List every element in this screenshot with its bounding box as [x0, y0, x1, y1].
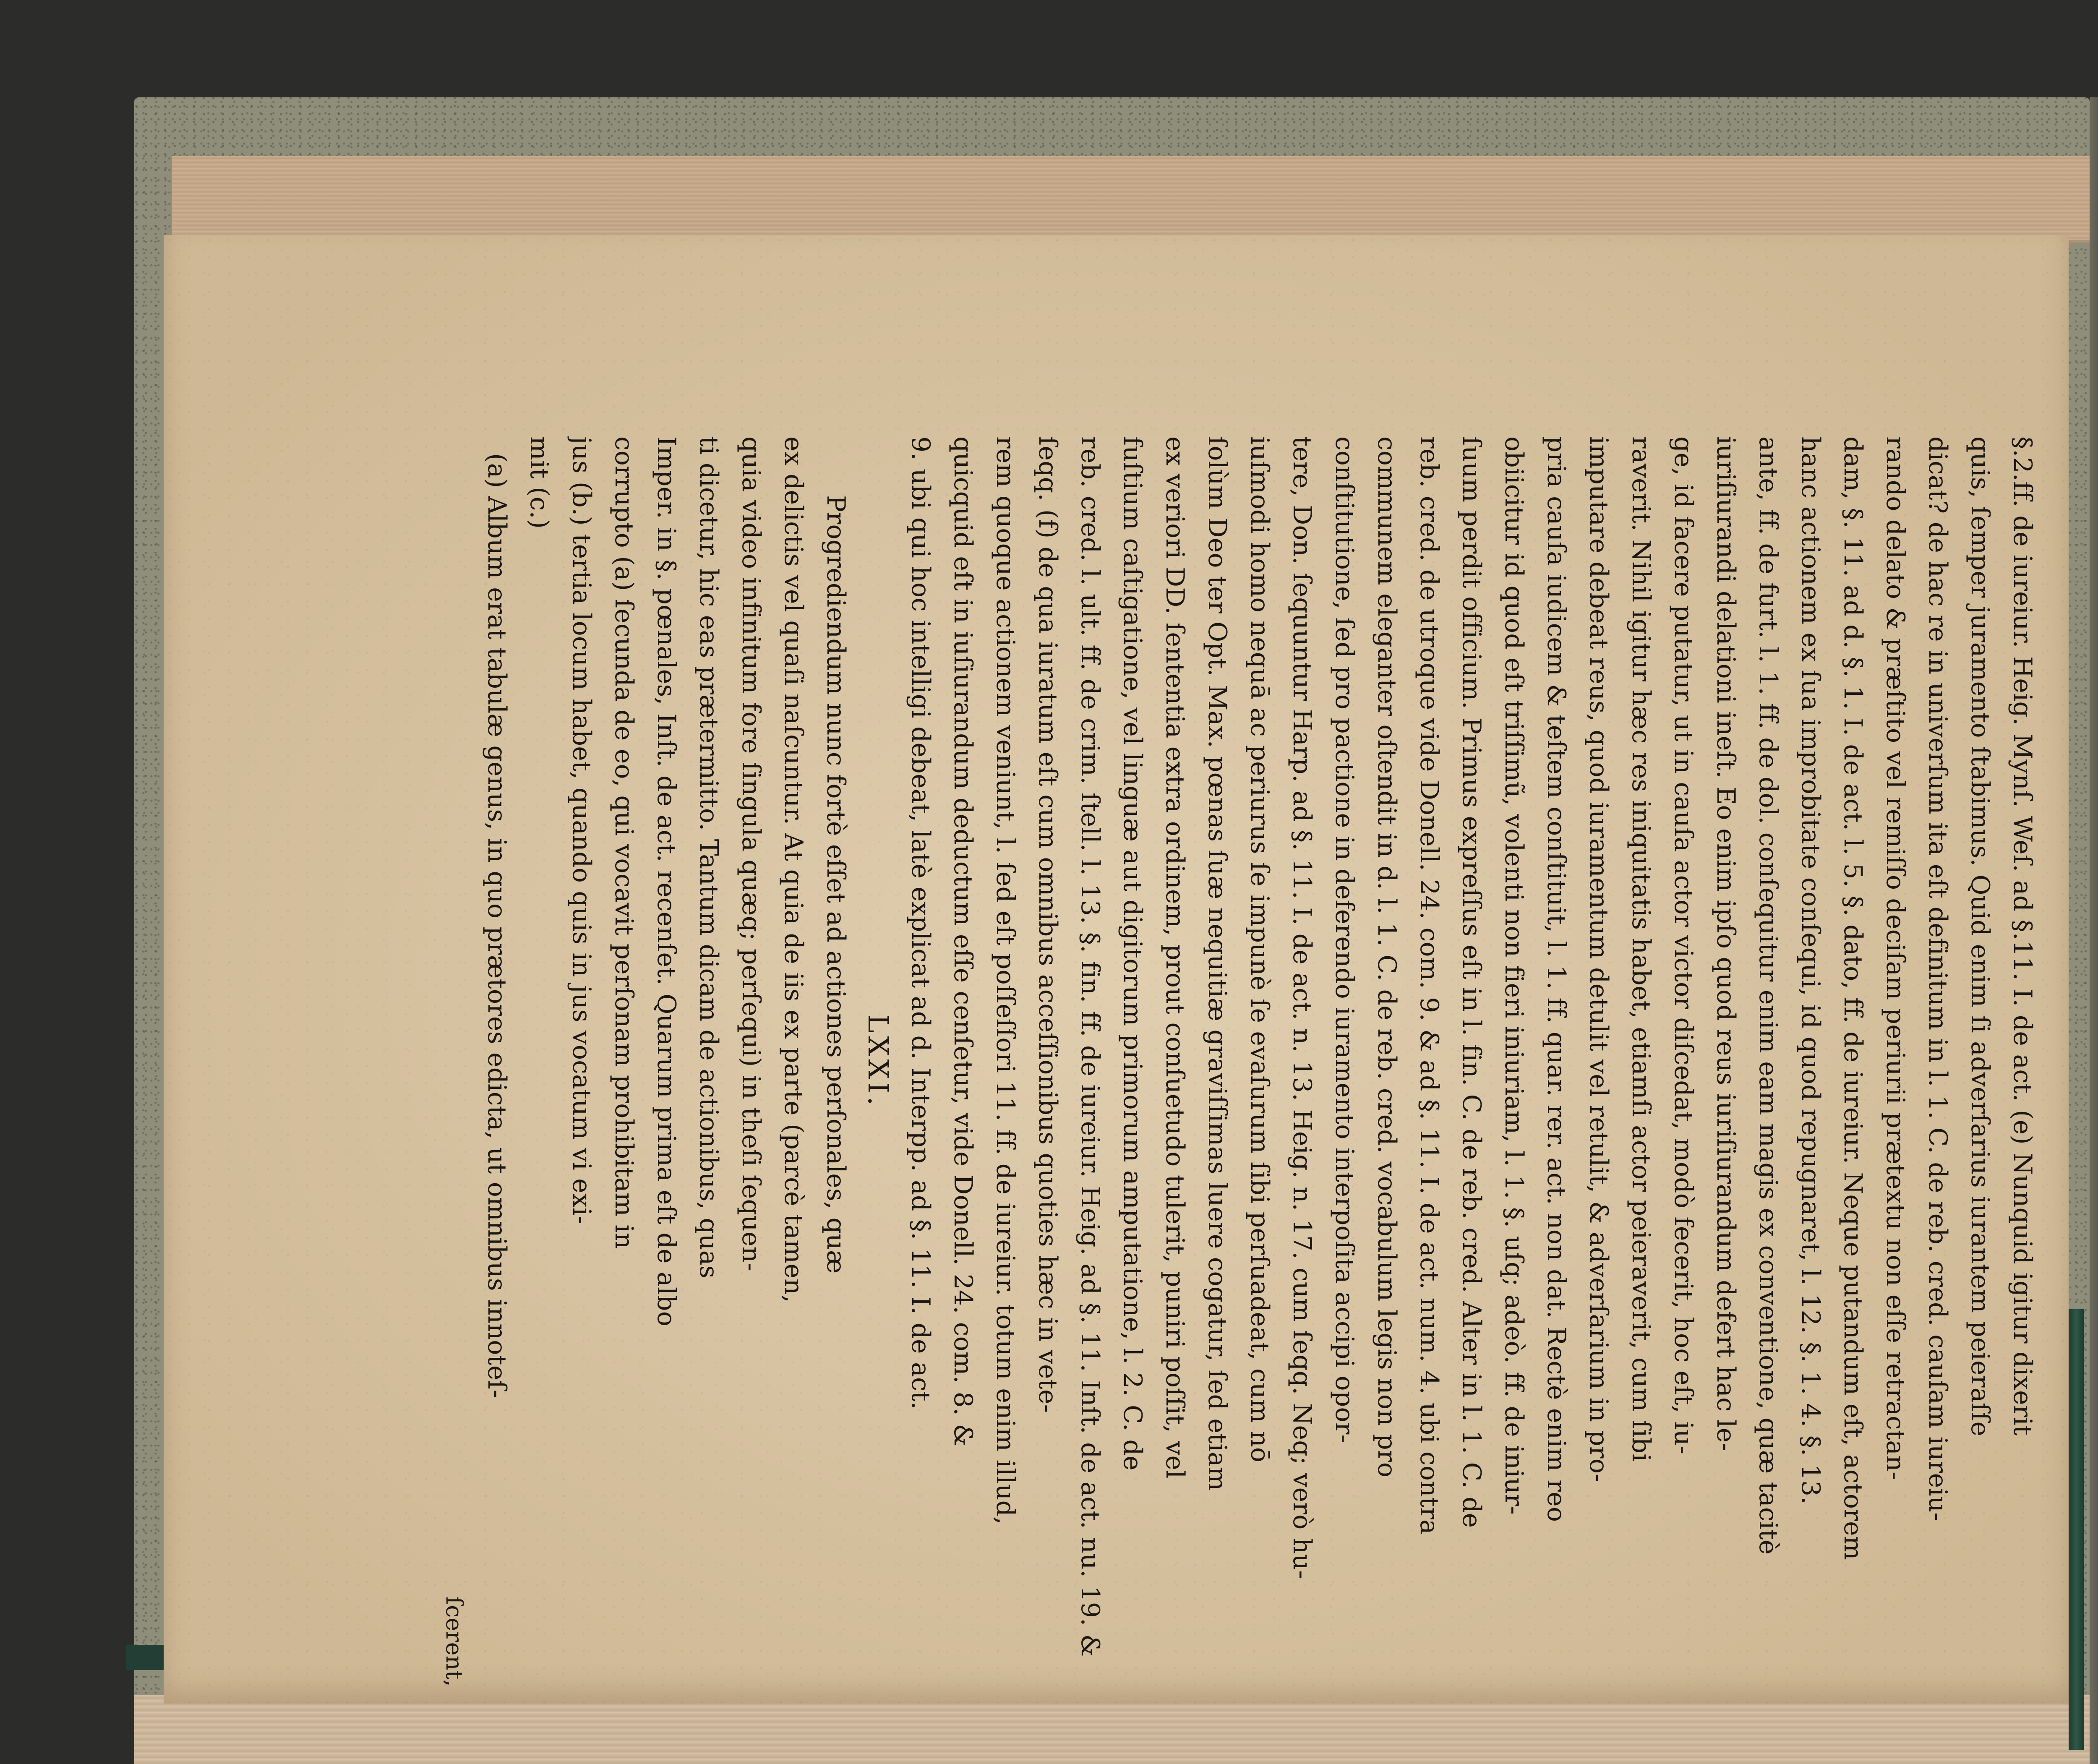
text-line: jus (b.) tertia locum habet, quando quis in jus vocatum vi exi-	[567, 436, 596, 1224]
paragraph-continued	[899, 436, 2043, 1687]
text-line: hanc actionem ex ſua improbitate conſequi, id quod repugnaret, l. 12. §. 1. 4. §. 13.	[1796, 436, 1825, 1505]
text-line: ſeqq. (f) de qua iuratum eſt cum omnibus acceſſionibus quoties hæc in vete-	[1033, 436, 1062, 1413]
text-line: ſuum perdit officium. Primus expreſſus eſt in l. fin. C. de reb. cred. Alter in l. 1. C. de	[1457, 436, 1486, 1528]
text-line: ge, id facere putatur, ut in cauſa actor victor diſcedat, modò fecerit, hoc eſt, iu-	[1669, 436, 1698, 1455]
text-line: corrupto (a) ſecunda de eo, qui vocavit perſonam prohibitam in	[609, 436, 639, 1249]
book-spine-edge	[2090, 97, 2098, 1764]
page-gutter-strip	[134, 1695, 2090, 1764]
text-line: rem quoque actionem veniunt, l. ſed eſt poſſeſſori 11. ff. de iureiur. totum enim illud,	[991, 436, 1020, 1525]
bookmark-ribbon	[2069, 1309, 2084, 1750]
text-line: rando delato & præſtito vel remiſſo deciſam periurii prætextu non eſſe retractan-	[1881, 436, 1910, 1480]
text-line: Imper. in §. pœnales, Inſt. de act. recenſet. Quarum prima eſt de albo	[652, 436, 681, 1327]
paragraph-new-section	[518, 436, 857, 1687]
text-line: dicat? de hac re in univerſum ita eſt definitum in l. 1. C. de reb. cred. cauſam iureiu-	[1923, 436, 1952, 1521]
text-line: dam, §. 11. ad d. §. 1. I. de act. l. 5. §. dato, ff. de iureiur. Neque putandum eſt, actorem	[1838, 436, 1868, 1560]
text-line: tere, Don. ſequuntur Harp. ad §. 11. I. de act. n. 13. Heig. n. 17. cum ſeqq. Neq; verò hu-	[1287, 436, 1317, 1579]
text-line: 9. ubi qui hoc intelligi debeat, latè explicat ad d. Interpp. ad §. 11. I. de act.	[906, 436, 935, 1410]
text-line: reb. cred. l. ult. ff. de crim. ſtell. l. 13. §. fin. ff. de iureiur. Heig. ad §. 11. Inſt. de act. nu. 19. &	[1075, 436, 1105, 1657]
text-line: reb. cred. de utroque vide Donell. 24. com. 9. & ad §. 11. I. de act. num. 4. ubi contra	[1414, 436, 1444, 1535]
text-line: obiicitur id quod eſt triſſimũ, volenti non fieri iniuriam, l. 1. §. uſq; adeò. ff. de iniur-	[1499, 436, 1529, 1515]
text-line: iuſmodi homo nequā ac periurus ſe impunè ſe evaſurum ſibi perſuadeat, cum nō	[1245, 436, 1274, 1463]
catchword: ſcerent,	[441, 1596, 467, 1687]
text-line: ti dicetur, hic eas prætermitto. Tantum dicam de actionibus, quas	[694, 436, 723, 1279]
text-line: ex veriori DD. ſententia extra ordinem, prout conſuetudo tulerit, puniri poſſit, vel	[1160, 436, 1190, 1479]
text-line: pria cauſa iudicem & teſtem conſtituit, l. 1. ff. quar. rer. act. non dat. Rectè enim reo	[1542, 436, 1571, 1522]
text-line: ante, ff. de furt. l. 1. ff. de dol. conſequitur enim eam magis ex conventione, quæ tacitè	[1754, 436, 1783, 1555]
text-line: communem eleganter oſtendit in d. l. 1. C. de reb. cred. vocabulum legis non pro	[1372, 436, 1401, 1478]
text-line: ſolùm Deo ter Opt. Max. pœnas ſuæ nequitiæ graviſſimas luere cogatur, ſed etiam	[1203, 436, 1232, 1491]
page-fore-edge	[172, 156, 2090, 243]
section-heading: LXXI.	[862, 1014, 894, 1109]
text-line: mit (c.)	[524, 436, 554, 529]
text-line: quicquid eſt in iuſiurandum deductum eſſe cenſetur, vide Donell. 24. com. 8. &	[948, 436, 978, 1447]
text-line: quis, ſemper juramento ſtabimus. Quid enim ſi adverſarius iurantem peieraſſe	[1965, 436, 1995, 1437]
text-line: §.2.ff. de iureiur. Heig. Mynſ. Weſ. ad §.11. I. de act. (e) Nunquid igitur dixerit	[2008, 436, 2037, 1436]
text-line: quia video infinitum fore ſingula quæq; perſequi) in theſi ſequen-	[736, 436, 766, 1271]
text-line: fuſtium caſtigatione, vel linguæ aut digitorum primorum amputatione, l. 2. C. de	[1118, 436, 1147, 1471]
text-line: conſtitutione, ſed pro pactione in deferendo iuramento interpoſita accipi opor-	[1330, 436, 1359, 1443]
text-line: raverit. Nihil igitur hæc res iniquitatis habet, etiamſi actor peieraverit, cum ſibi	[1626, 436, 1656, 1462]
text-line: ex delictis vel quaſi naſcuntur. At quia de iis ex parte (parcè tamen,	[779, 436, 808, 1303]
text-line: imputare debeat reus, quod iuramentum detulit vel retulit, & adverſarium in pro-	[1584, 436, 1613, 1482]
footnote: (a) Album erat tabulæ genus, in quo prætores edicta, ut omnibus innoteſ-	[482, 453, 511, 1399]
text-line: Progrediendum nunc fortè eſſet ad actiones perſonales, quæ	[821, 495, 851, 1274]
text-line: iuriſiurandi delationi ineſt. Eo enim ipſo quod reus iuriſiurandum defert hac le-	[1711, 436, 1741, 1451]
page-text-block	[433, 436, 2043, 1687]
